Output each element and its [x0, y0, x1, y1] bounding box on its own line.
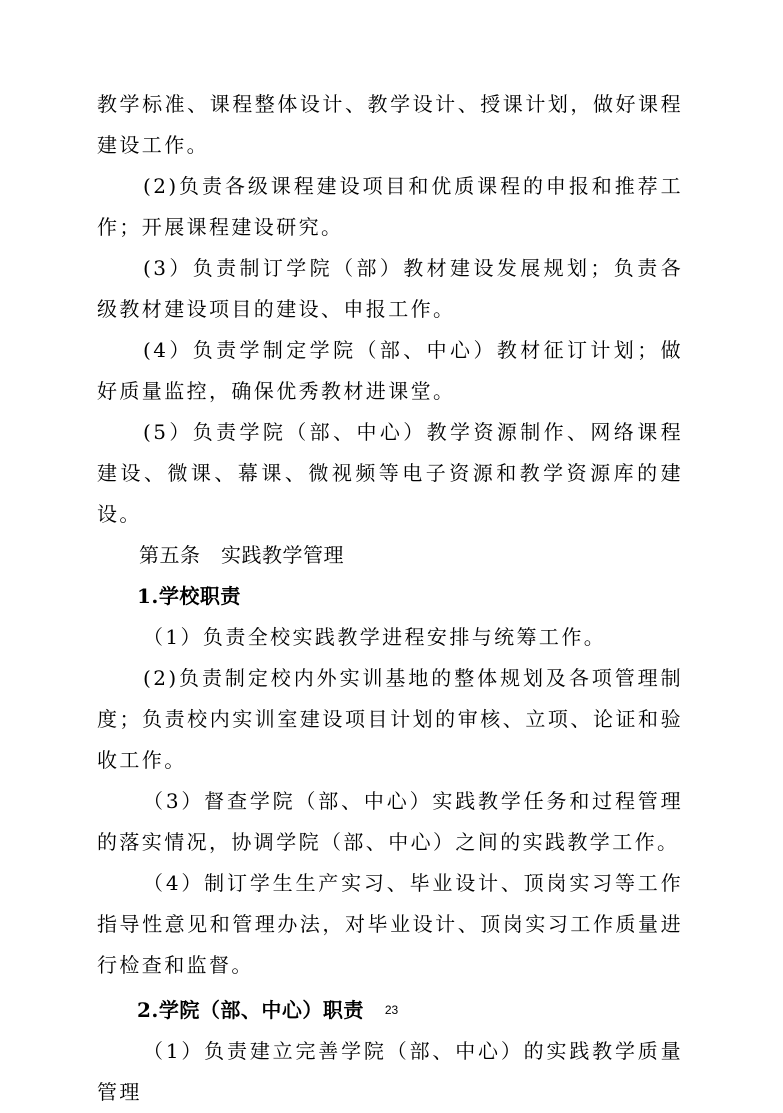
paragraph-practice-supervision: （3）督查学院（部、中心）实践教学任务和过程管理的落实情况，协调学院（部、中心）之间的实践教学工作。 [97, 789, 683, 854]
section-heading-college-duties: 2.学院（部、中心）职责 [137, 998, 364, 1022]
paragraph-textbook-planning: (3）负责制订学院（部）教材建设发展规划；负责各级教材建设项目的建设、申报工作。 [97, 256, 683, 321]
paragraph-practice-schedule: （1）负责全校实践教学进程安排与统筹工作。 [143, 625, 607, 649]
paragraph-course-project-application: (2)负责各级课程建设项目和优质课程的申报和推荐工作；开展课程建设研究。 [97, 174, 683, 239]
paragraph-training-base-planning: (2)负责制定校内外实训基地的整体规划及各项管理制度；负责校内实训室建设项目计划的审核、立项、论证和验收工作。 [97, 666, 683, 772]
document-body [97, 84, 683, 1113]
paragraph-teaching-resources: (5）负责学院（部、中心）教学资源制作、网络课程建设、微课、幕课、微视频等电子资源和教学资源库的建设。 [97, 420, 683, 526]
paragraph-continued-course-design: 教学标准、课程整体设计、教学设计、授课计划，做好课程建设工作。 [97, 92, 683, 157]
paragraph-practice-quality-management: （1）负责建立完善学院（部、中心）的实践教学质量管理 [97, 1039, 683, 1104]
section-heading-school-duties: 1.学校职责 [137, 584, 241, 608]
page-number: 23 [384, 1003, 399, 1017]
article-heading: 第五条 实践教学管理 [139, 543, 344, 567]
paragraph-internship-guidance: （4）制订学生生产实习、毕业设计、顶岗实习等工作指导性意见和管理办法，对毕业设计、顶岗实习工作质量进行检查和监督。 [97, 871, 683, 977]
paragraph-textbook-ordering: (4）负责学制定学院（部、中心）教材征订计划；做好质量监控，确保优秀教材进课堂。 [97, 338, 683, 403]
